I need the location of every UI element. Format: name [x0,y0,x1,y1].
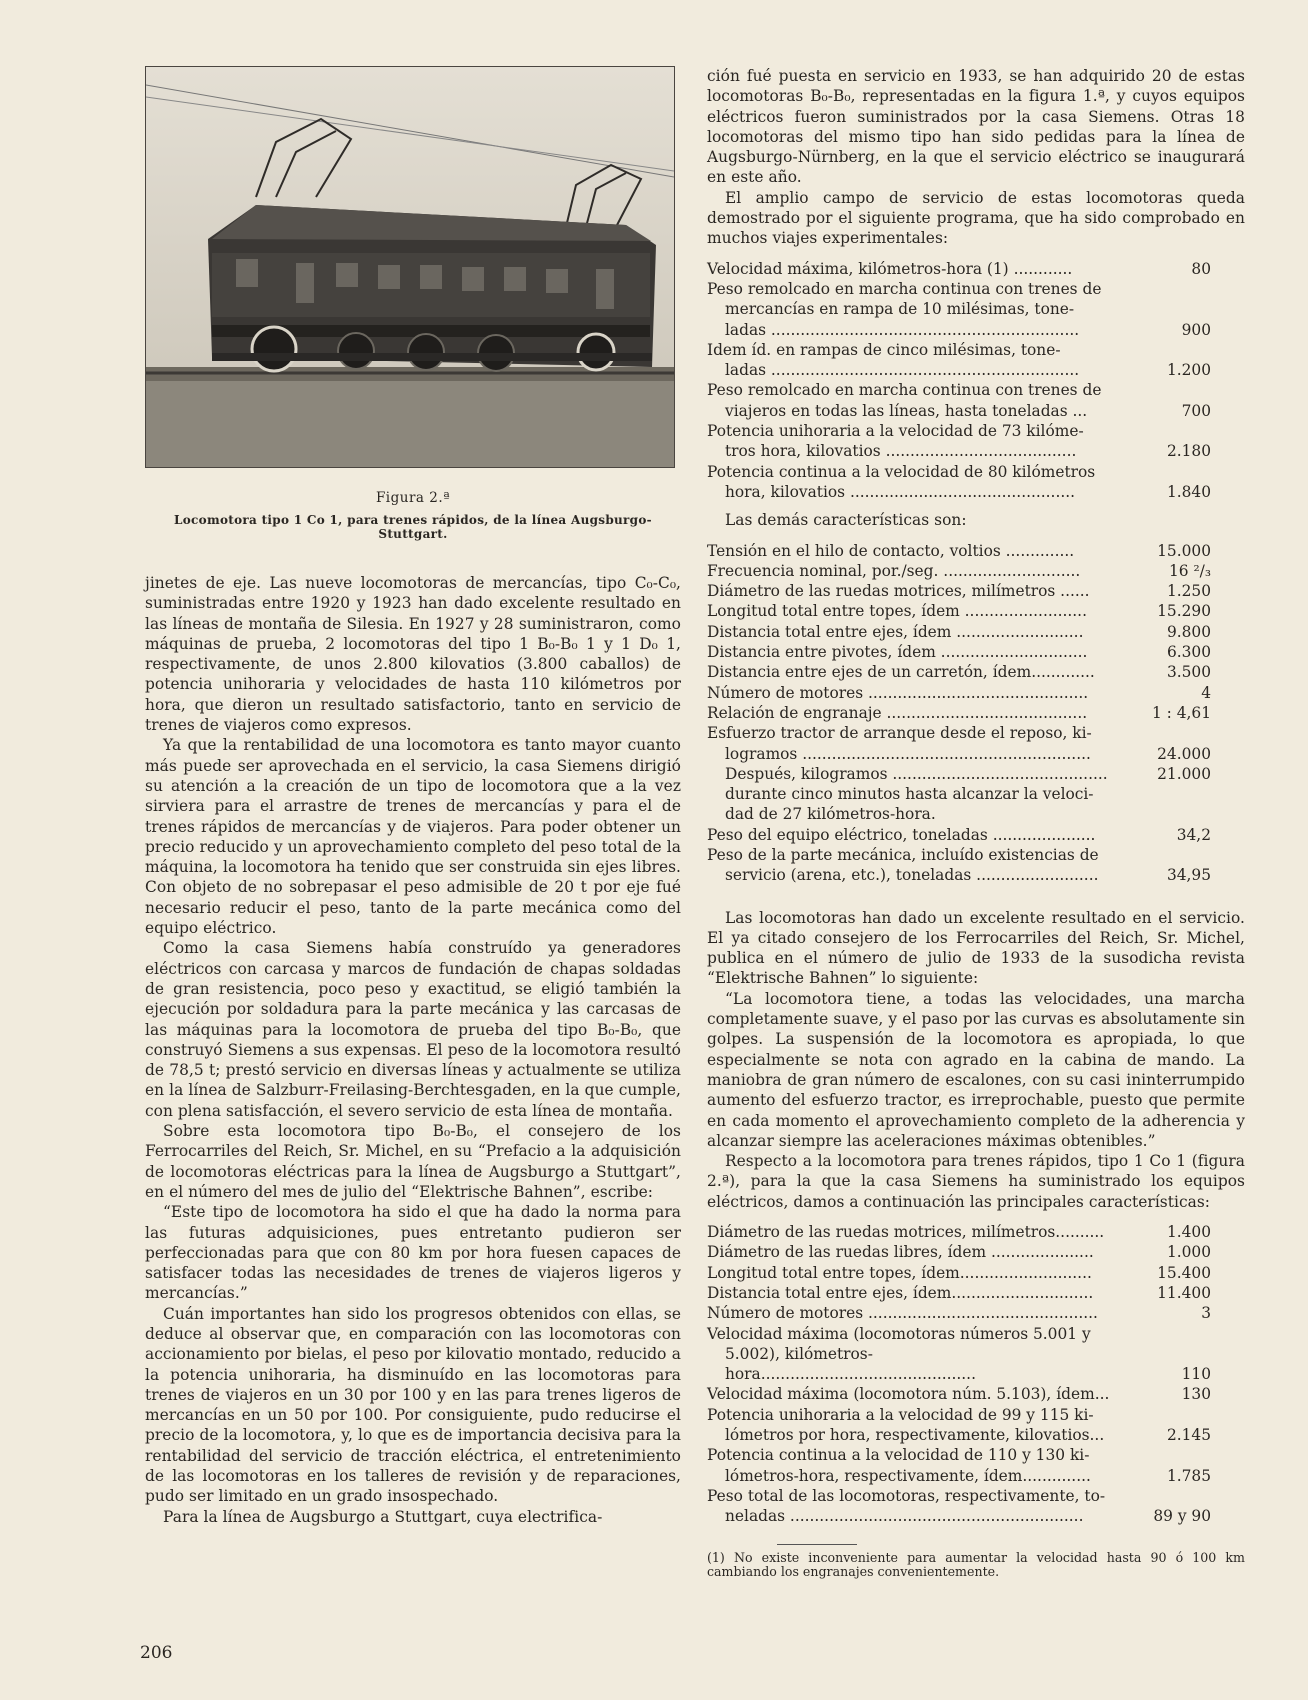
table-row [707,703,1245,723]
table-row [707,601,1245,621]
row-label: Potencia unihoraria a la velocidad de 73 kilóme- [707,422,1084,441]
paragraph: Las locomotoras han dado un excelente resultado en el servicio. El ya citado consejero de los Ferrocarriles del Reich, Sr. Michel, publica en el número de julio de 1933 de la susodicha revista “Elektrische Bahnen” lo siguiente: [707,908,1245,988]
left-column [145,66,681,1527]
row-value: 1.250 [1166,582,1211,601]
locomotive-photo [145,66,675,468]
row-label: Distancia entre ejes de un carretón, ídem............. [707,663,1095,682]
page-number: 206 [140,1643,173,1663]
table-row [707,622,1245,642]
express-locomotive-table [707,1222,1245,1526]
row-value: 110 [1181,1365,1211,1384]
row-label: tros hora, kilovatios ....................................... [725,442,1077,461]
table-row [707,441,1245,461]
table-row [707,825,1245,845]
left-body-text [145,573,681,1527]
table-row [707,865,1245,885]
row-value: 21.000 [1157,764,1211,783]
table-row [707,1445,1245,1465]
row-label: Número de motores ............................................. [707,683,1089,702]
table-row [707,1466,1245,1486]
locomotive-illustration [146,67,674,467]
table-row [707,581,1245,601]
row-label: neladas ............................................................ [725,1507,1084,1526]
right-column [707,66,1245,1579]
row-label: Longitud total entre topes, ídem........................... [707,1263,1092,1282]
table-row [707,421,1245,441]
row-value: 4 [1201,683,1211,702]
row-label: servicio (arena, etc.), toneladas ......................... [725,866,1099,885]
row-label: Velocidad máxima (locomotoras números 5.001 y [707,1324,1091,1343]
paragraph: Para la línea de Augsburgo a Stuttgart, cuya electrifica- [163,1507,603,1526]
table-row [707,764,1245,784]
row-label: Diámetro de las ruedas motrices, milímetros.......... [707,1223,1105,1242]
characteristics-table [707,541,1245,886]
paragraph: Ya que la rentabilidad de una locomotora es tanto mayor cuanto más puede ser aprovechada en el servicio, la casa Siemens dirigió su atención a la creación de un tipo de locomotora que a la vez sirviera para el arrastre de trenes de mercancías y para el de trenes rápidos de mercancías y de viajeros. Para poder obtener un precio reducido y un aprovechamiento completo del peso total de la máquina, la locomotora ha tenido que ser construida sin ejes libres. Con objeto de no sobrepasar el peso admisible de 20 t por eje fué necesario reducir el peso, tanto de la parte mecánica como del equipo eléctrico. [145,736,681,938]
row-value: 11.400 [1157,1283,1211,1302]
row-value: 34,95 [1166,866,1211,885]
footnote: (1) No existe inconveniente para aumentar la velocidad hasta 90 ó 100 km cambiando los engranajes convenientemente. [707,1550,1245,1580]
table-row [707,320,1245,340]
paragraph: Como la casa Siemens había construído ya generadores eléctricos con carcasa y marcos de fundación de chapas soldadas de gran resistencia, poco peso y exactitud, se eligió también la ejecución por soldadura para la parte mecánica y las carcasas de las máquinas para la locomotora de prueba del tipo B₀-B₀, que construyó Siemens a sus expensas. El peso de la locomotora resultó de 78,5 t; prestó servicio en diversas líneas y actualmente se utiliza en la línea de Salzburr-Freilasing-Berchtesgaden, en la que cumple, con plena satisfacción, el severo servicio de esta línea de montaña. [145,939,681,1120]
table-row [707,662,1245,682]
row-label: Diámetro de las ruedas libres, ídem ..................... [707,1243,1094,1262]
row-value: 1.785 [1166,1466,1211,1485]
row-value: 3.500 [1166,663,1211,682]
table-row [707,299,1245,319]
table-row [707,1283,1245,1303]
table-row [707,462,1245,482]
row-value: 1.000 [1166,1243,1211,1262]
paragraph: ción fué puesta en servicio en 1933, se han adquirido 20 de estas locomotoras B₀-B₀, representadas en la figura 1.ª, y cuyos equipos eléctricos fueron suministrados por la casa Siemens. Otras 18 locomotoras del mismo tipo han sido pedidas para la línea de Augsburgo-Nürnberg, en la que el servicio eléctrico se inaugurará en este año. [707,67,1245,187]
figure-label: Figura 2.ª [375,490,451,506]
table-row [707,561,1245,581]
table-row [707,1425,1245,1445]
row-label: Peso total de las locomotoras, respectivamente, to- [707,1486,1106,1505]
row-label: Después, kilogramos ............................................ [725,764,1108,783]
table-row [707,1344,1245,1385]
row-value: 1.200 [1166,361,1211,380]
row-value: 900 [1181,320,1211,339]
row-label: Longitud total entre topes, ídem ......................... [707,602,1087,621]
row-value: 3 [1201,1304,1211,1323]
row-value: 34,2 [1176,825,1211,844]
row-label: Distancia total entre ejes, ídem .......................... [707,622,1084,641]
row-label: Número de motores ............................................... [707,1304,1098,1323]
table-row [707,804,1245,824]
right-intro-text [707,66,1245,249]
row-label: Relación de engranaje ......................................... [707,703,1088,722]
row-value: 24.000 [1157,744,1211,763]
table-row [707,723,1245,743]
row-label: hora, kilovatios .............................................. [725,482,1076,501]
row-value: 1.840 [1166,482,1211,501]
row-label: Potencia continua a la velocidad de 110 y 130 ki- [707,1446,1090,1465]
row-value: 9.800 [1166,622,1211,641]
row-value: 89 y 90 [1153,1507,1211,1526]
row-label: mercancías en rampa de 10 milésimas, tone- [725,300,1075,319]
row-label: Distancia total entre ejes, ídem............................. [707,1283,1094,1302]
row-value: 15.290 [1157,602,1211,621]
row-label: logramos ........................................................... [725,744,1091,763]
paragraph: “Este tipo de locomotora ha sido el que ha dado la norma para las futuras adquisiciones, pues entretanto pudieron ser perfeccionadas para que con 80 km por hora fuesen capaces de satisfacer todas las necesidades de trenes de viajeros ligeros y mercancías.” [145,1203,681,1303]
table-row [707,1384,1245,1404]
table-row [707,1405,1245,1425]
table-row [707,683,1245,703]
row-value: 15.400 [1157,1263,1211,1282]
footnote-rule [777,1544,857,1545]
row-label: Diámetro de las ruedas motrices, milímetros ...... [707,582,1090,601]
row-value: 16 ²/₃ [1168,561,1211,580]
row-label: ladas ............................................................... [725,320,1080,339]
row-label: Peso remolcado en marcha continua con trenes de [707,279,1102,298]
table-row [707,1324,1245,1344]
table-row [707,259,1245,279]
table2-intro: Las demás características son: [725,511,967,530]
paragraph: Sobre esta locomotora tipo B₀-B₀, el consejero de los Ferrocarriles del Reich, Sr. Michel, en su “Prefacio a la adquisición de locomotoras eléctricas para la línea de Augsburgo a Stuttgart”, en el número del mes de julio del “Elektrische Bahnen”, escribe: [145,1122,681,1201]
paragraph: jinetes de eje. Las nueve locomotoras de mercancías, tipo C₀-C₀, suministradas entre 1920 y 1923 han dado excelente resultado en las líneas de montaña de Silesia. En 1927 y 28 suministraron, como máquinas de prueba, 2 locomotoras del tipo 1 B₀-B₀ 1 y 1 D₀ 1, respectivamente, de unos 2.800 kilovatios (3.800 caballos) de potencia unihoraria y velocidades de hasta 110 kilómetros por hora, que dieron un resultado satisfactorio, tanto en servicio de trenes de viajeros como expresos. [145,574,681,735]
paragraph: “La locomotora tiene, a todas las velocidades, una marcha completamente suave, y el paso por las curvas es absolutamente sin golpes. La suspensión de la locomotora es apropiada, lo que especialmente se nota con agrado en la cabina de mando. La maniobra de gran número de escalones, con su casi ininterrumpido aumento del esfuerzo tractor, es irreprochable, puesto que permite en cada momento el aprovechamiento completo de la adherencia y alcanzar siempre las aceleraciones máximas obtenibles.” [707,989,1245,1150]
row-value: 15.000 [1157,541,1211,560]
performance-table [707,259,1245,503]
table-row [707,541,1245,561]
row-value: 1 : 4,61 [1151,703,1211,722]
table-row [707,401,1245,421]
row-label: Potencia unihoraria a la velocidad de 99 y 115 ki- [707,1405,1094,1424]
paragraph: Respecto a la locomotora para trenes rápidos, tipo 1 Co 1 (figura 2.ª), para la que la casa Siemens ha suministrado los equipos eléctricos, damos a continuación las principales características: [707,1152,1245,1211]
right-mid-text [707,908,1245,1212]
table-row [707,642,1245,662]
table-row [707,1506,1245,1526]
table-row [707,1242,1245,1262]
row-label: Potencia continua a la velocidad de 80 kilómetros [707,462,1096,481]
row-label: ladas ............................................................... [725,361,1080,380]
table-row [707,1486,1245,1506]
row-value: 1.400 [1166,1223,1211,1242]
row-label: Distancia entre pivotes, ídem .............................. [707,643,1088,662]
row-label: Peso del equipo eléctrico, toneladas ..................... [707,825,1096,844]
row-value: 700 [1181,401,1211,420]
row-label: Frecuencia nominal, por./seg. ............................ [707,561,1081,580]
row-value: 130 [1181,1385,1211,1404]
row-label: Velocidad máxima (locomotora núm. 5.103), ídem... [707,1385,1110,1404]
row-label: Velocidad máxima, kilómetros-hora (1) ............ [707,259,1073,278]
row-value: 2.145 [1166,1426,1211,1444]
row-value: 80 [1191,259,1211,278]
table-row [707,482,1245,502]
table-row [707,1263,1245,1283]
row-label: lómetros-hora, respectivamente, ídem.............. [725,1466,1091,1485]
table-row [707,340,1245,360]
table-row [707,279,1245,299]
figure-caption: Locomotora tipo 1 Co 1, para trenes rápidos, de la línea Augsburgo-Stuttgart. [174,513,652,541]
table-row [707,784,1245,804]
row-label: Idem íd. en rampas de cinco milésimas, tone- [707,340,1061,359]
table-row [707,360,1245,380]
row-label: viajeros en todas las líneas, hasta toneladas ... [725,401,1088,420]
row-label: Esfuerzo tractor de arranque desde el reposo, ki- [707,724,1092,743]
row-label: Peso remolcado en marcha continua con trenes de [707,381,1102,400]
paragraph: El amplio campo de servicio de estas locomotoras queda demostrado por el siguiente programa, que ha sido comprobado en muchos viajes experimentales: [707,188,1245,248]
table-row [707,845,1245,865]
row-value: 6.300 [1166,643,1211,662]
row-label: lómetros por hora, respectivamente, kilovatios... [725,1426,1105,1444]
table-row [707,380,1245,400]
row-label: durante cinco minutos hasta alcanzar la veloci- [725,785,1094,804]
table-row [707,1303,1245,1323]
table-row [707,1222,1245,1242]
paragraph: Cuán importantes han sido los progresos obtenidos con ellas, se deduce al observar que, en comparación con las locomotoras con accionamiento por bielas, el peso por kilovatio montado, reducido a la potencia unihoraria, ha disminuído en las locomotoras para trenes de viajeros en un 30 por 100 y en las para trenes ligeros de mercancías en un 50 por 100. Por consiguiente, pudo reducirse el precio de la locomotora, y, lo que es de importancia decisiva para la rentabilidad del servicio de tracción eléctrica, el entretenimiento de las locomotoras en los talleres de revisión y de reparaciones, pudo ser limitado en un grado insospechado. [145,1304,681,1506]
row-label: dad de 27 kilómetros-hora. [725,805,936,824]
row-value: 2.180 [1166,442,1211,461]
row-label: Tensión en el hilo de contacto, voltios .............. [707,541,1075,560]
row-label: Peso de la parte mecánica, incluído existencias de [707,845,1099,864]
row-label: 5.002), kilómetros-hora............................................ [725,1344,976,1384]
table-row [707,744,1245,764]
